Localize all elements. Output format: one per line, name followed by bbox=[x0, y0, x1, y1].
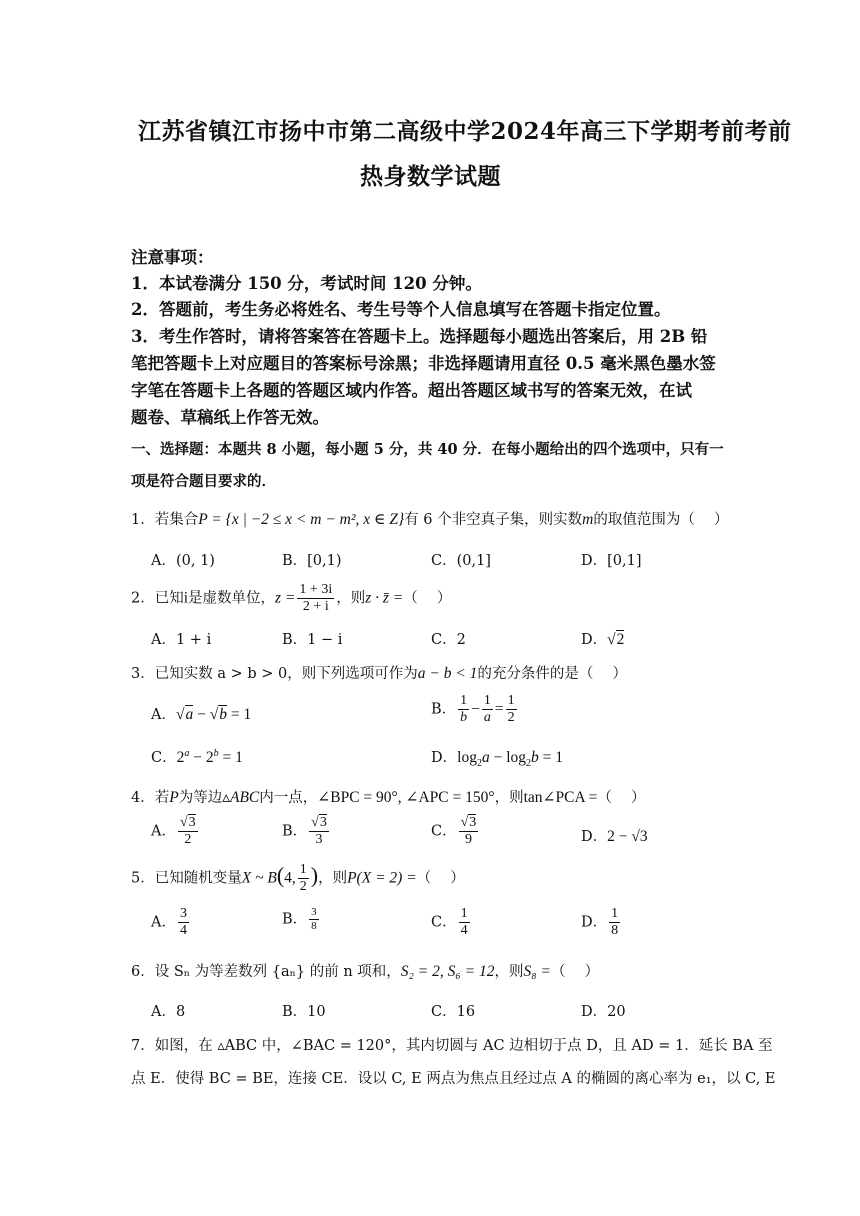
question-5: 5．已知随机变量X ~ B(4, $\frac{1}{2}$ )，则P(X = 2) =（ ） bbox=[131, 862, 465, 894]
question-6: 6．设 Sₙ 为等差数列 {aₙ} 的前 n 项和，S₂ = 2, S₆ = 12，则S₈ =（ ） bbox=[131, 963, 600, 980]
q6-option-b: B．10 bbox=[282, 1004, 326, 1020]
q5-option-a: A． $\frac{3}{4}$ bbox=[151, 906, 187, 938]
notice-item-3-cont2: 字笔在答题卡上各题的答题区域内作答。超出答题区域书写的答案无效，在试 bbox=[131, 381, 692, 400]
notice-item-1: 1．本试卷满分 150 分，考试时间 120 分钟。 bbox=[131, 274, 482, 293]
question-3: 3．已知实数 a > b > 0，则下列选项可作为a − b < 1的充分条件的是（ ） bbox=[131, 665, 628, 682]
q3-option-d: D．$\log_2a - \log_2b = 1$ bbox=[431, 749, 564, 770]
page-subtitle: 热身数学试题 bbox=[360, 163, 501, 190]
q4-option-c: C． $\frac{√3}{9}$ bbox=[431, 815, 477, 847]
question-7-cont: 点 E．使得 BC = BE，连接 CE．设以 C, E 两点为焦点且经过点 A 的椭圆的离心率为 e₁，以 C, E bbox=[131, 1071, 776, 1087]
q6-option-a: A．8 bbox=[151, 1004, 186, 1020]
notice-item-3-cont1: 笔把答题卡上对应题目的答案标号涂黑；非选择题请用直径 0.5 毫米黑色墨水签 bbox=[131, 354, 716, 373]
q2-option-b: B．1 − i bbox=[282, 632, 343, 648]
q3-option-c: C．$2^a - 2^b = 1$ bbox=[151, 747, 243, 766]
q2-option-d: D．√2 bbox=[581, 631, 625, 648]
section-heading-cont: 项是符合题目要求的． bbox=[131, 473, 276, 490]
q5-option-c: C． $\frac{1}{4}$ bbox=[431, 906, 468, 938]
q1-option-d: D．[0,1] bbox=[581, 553, 642, 569]
question-2: 2．已知i是虚数单位，z = $\frac{1 + 3i}{2 + i}$ ，则z · z̄ =（ ） bbox=[131, 582, 452, 614]
page-title: 江苏省镇江市扬中市第二高级中学2024年高三下学期考前考前 bbox=[138, 118, 792, 145]
q6-option-d: D．20 bbox=[581, 1004, 626, 1020]
question-7: 7．如图，在 ▵ABC 中，∠BAC = 120°，其内切圆与 AC 边相切于点 D，且 AD = 1．延长 BA 至 bbox=[131, 1038, 773, 1054]
q4-option-a: A． $\frac{√3}{2}$ bbox=[151, 815, 196, 847]
q2-option-c: C．2 bbox=[431, 632, 466, 648]
q6-option-c: C．16 bbox=[431, 1004, 476, 1020]
q2-fraction: $\frac{1 + 3i}{2 + i}$ bbox=[299, 582, 333, 614]
q2-option-a: A．1 + i bbox=[151, 632, 212, 648]
q4-option-b: B． $\frac{√3}{3}$ bbox=[282, 815, 327, 847]
section-heading: 一、选择题：本题共 8 小题，每小题 5 分，共 40 分．在每小题给出的四个选项中，只有一 bbox=[131, 441, 724, 458]
q5-option-b: B． $\frac{3}{8}$ bbox=[282, 906, 317, 932]
q5-option-d: D． $\frac{1}{8}$ bbox=[581, 906, 619, 938]
q3-option-b: B． $\frac{1}{b}$ − $\frac{1}{a}$ = $\frac{1}{2}$ bbox=[431, 693, 515, 725]
q1-option-a: A．(0, 1) bbox=[151, 553, 215, 569]
notice-item-3: 3．考生作答时，请将答案答在答题卡上。选择题每小题选出答案后，用 2B 铅 bbox=[131, 327, 708, 346]
q1-option-b: B．[0,1) bbox=[282, 553, 342, 569]
notice-item-2: 2．答题前，考生务必将姓名、考生号等个人信息填写在答题卡指定位置。 bbox=[131, 300, 671, 319]
question-4: 4．若P为等边▵ABC内一点，∠BPC = 90°, ∠APC = 150°，则tan∠PCA =（ ） bbox=[131, 789, 646, 806]
q4-option-d: D．2 − √3 bbox=[581, 828, 648, 845]
notice-item-3-cont3: 题卷、草稿纸上作答无效。 bbox=[131, 408, 329, 427]
question-1: 1．若集合P = {x | −2 ≤ x < m − m², x ∈ Z}有 6 个非空真子集，则实数m的取值范围为（ ） bbox=[131, 511, 729, 528]
q1-option-c: C．(0,1] bbox=[431, 553, 491, 569]
q3-option-a: A．√a − √b = 1 bbox=[151, 706, 252, 723]
notice-heading: 注意事项： bbox=[131, 248, 214, 267]
